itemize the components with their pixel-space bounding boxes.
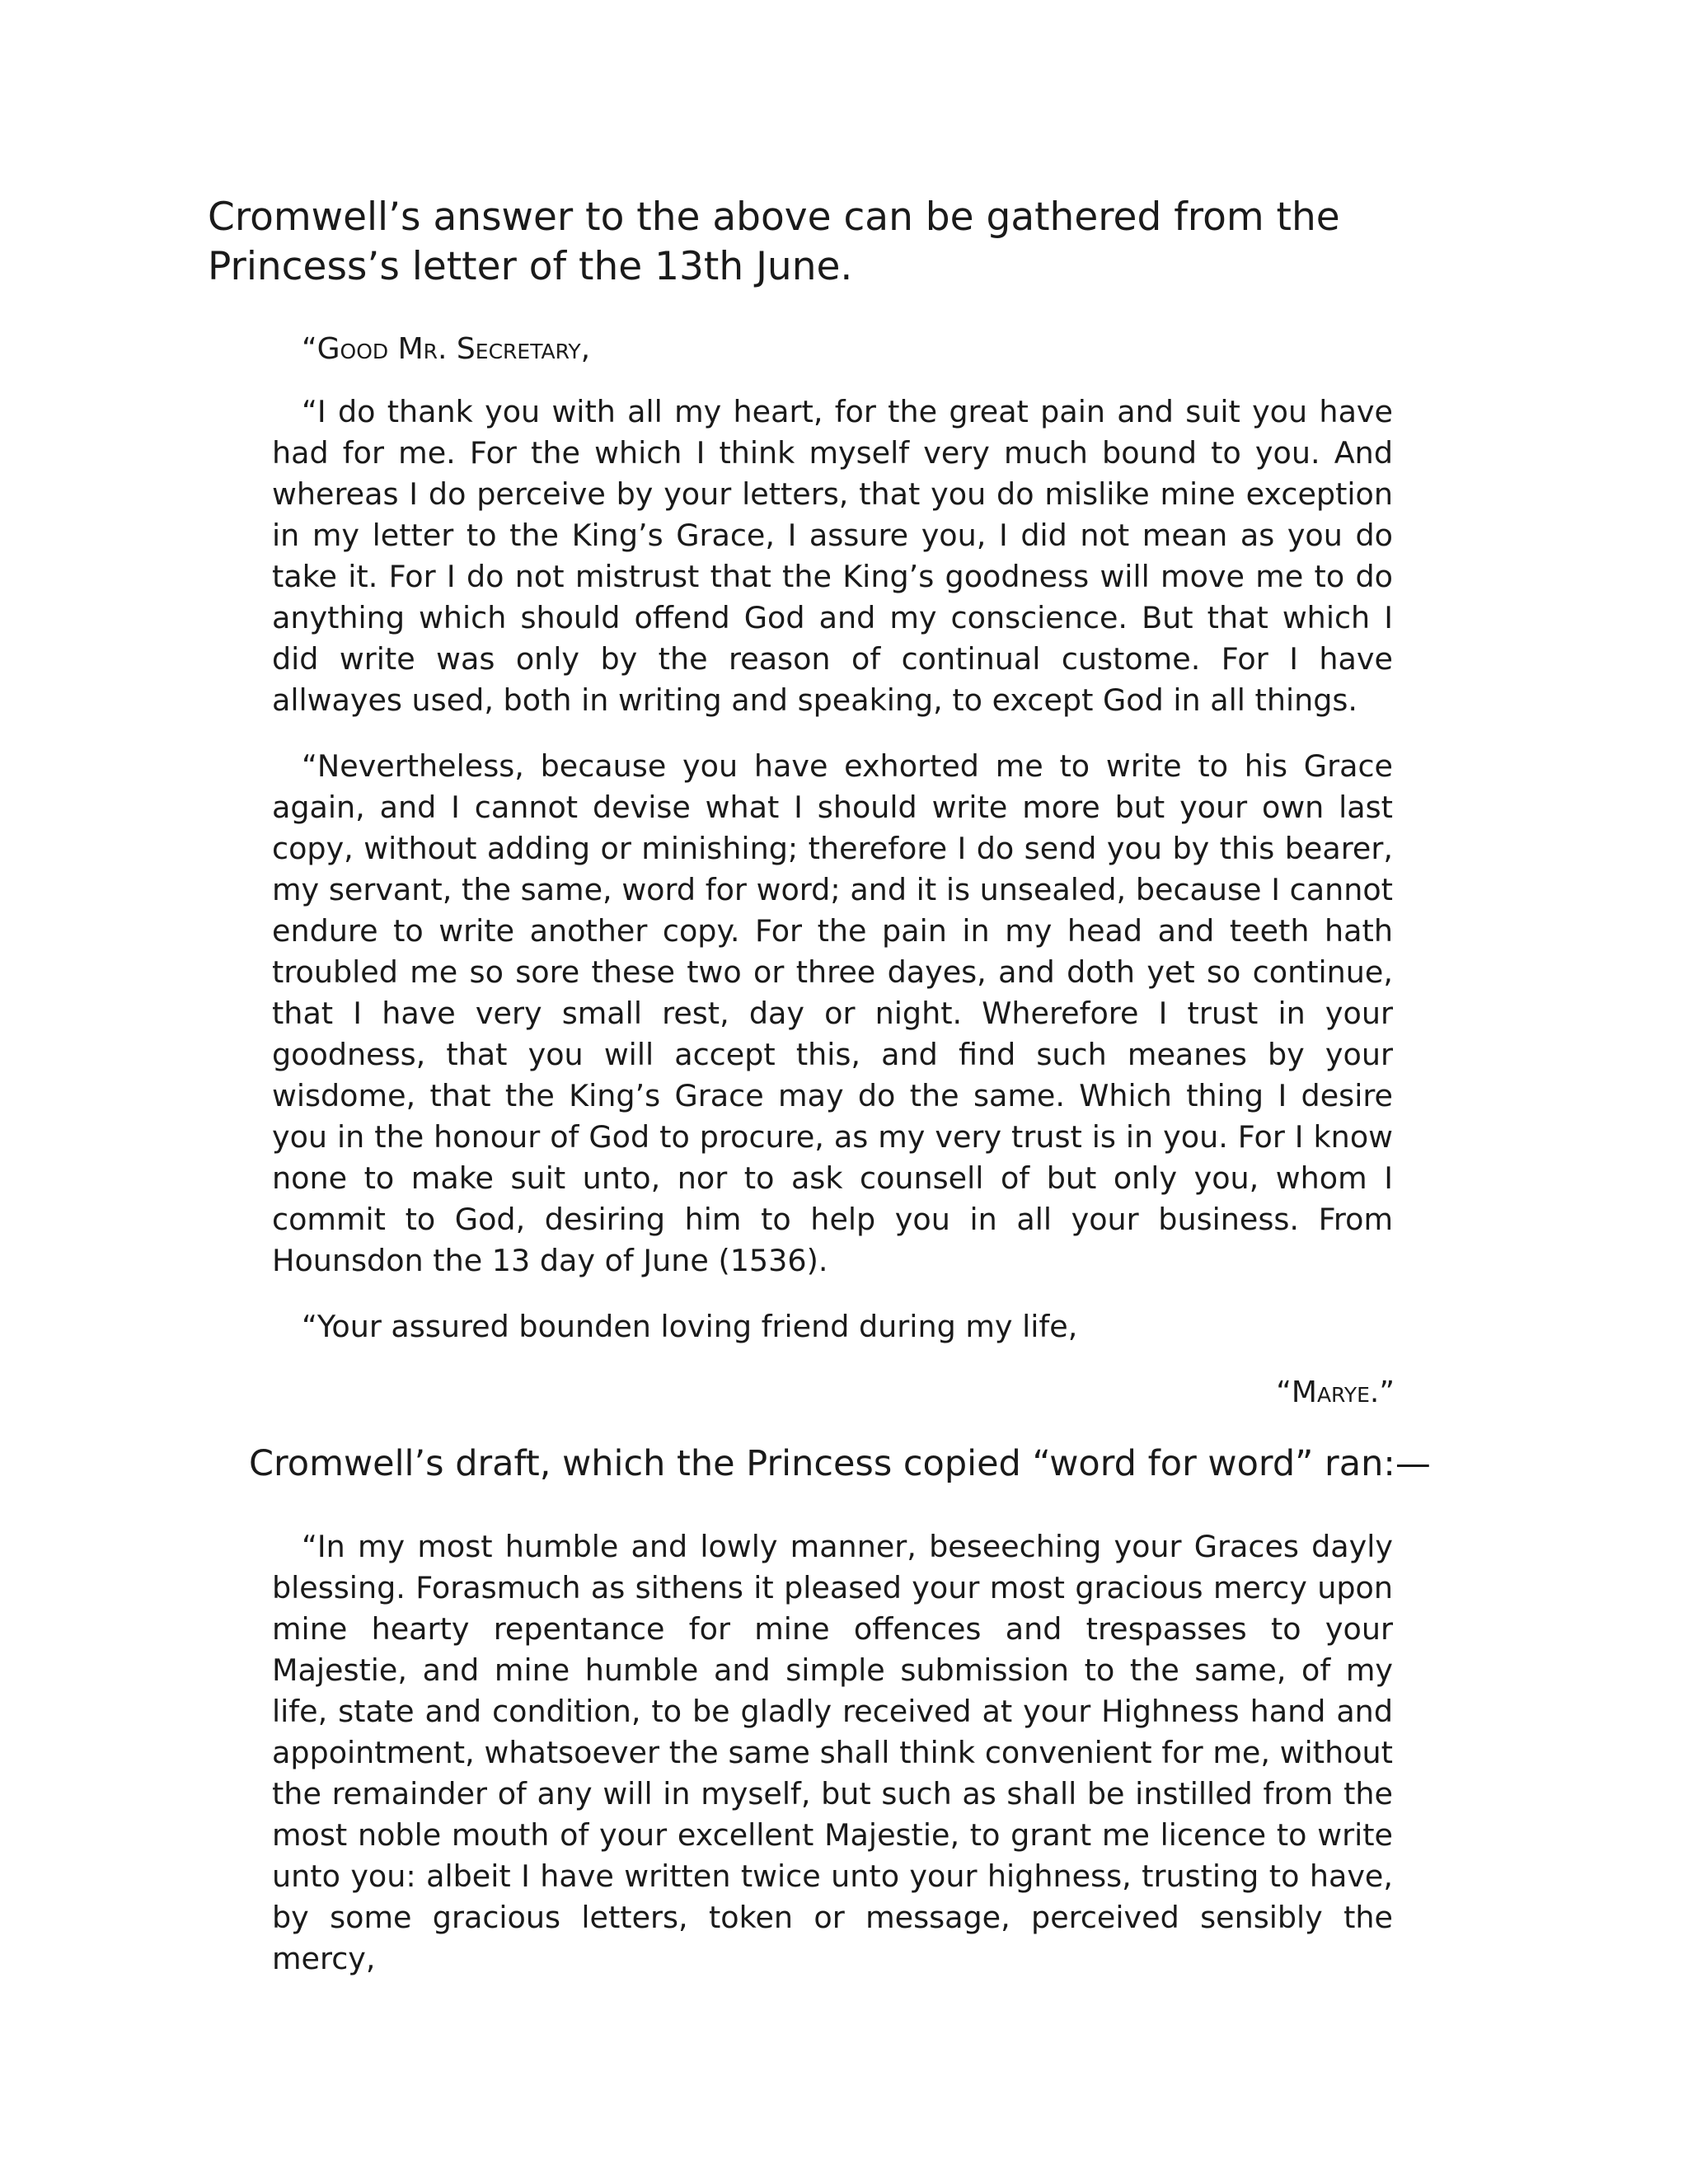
signature-name: Marye — [1291, 1376, 1370, 1409]
salutation-text: Good Mr. Secretary, — [316, 332, 591, 366]
draft-paragraph: “In my most humble and lowly manner, beseeching your Graces dayly blessing. Forasmuch as sithens it pleased your most gracious mercy upon mine hearty repentance for mine offences and trespasses to your Majestie, and mine humble and simple submission to the same, of my life, state and condition, to be gladly received at your Highness hand and appointment, whatsoever the same shall think convenient for me, without the remainder of any will in myself, but such as shall be instilled from the most noble mouth of your excellent Majestie, to grant me licence to write unto you: albeit I have written twice unto your highness, trusting to have, by some gracious letters, token or message, perceived sensibly the mercy, — [272, 1529, 1393, 1976]
signature-close-quote: .” — [1369, 1376, 1395, 1409]
letter-salutation — [302, 330, 590, 369]
letter-signature — [1236, 1372, 1395, 1413]
letter-closing: “Your assured bounden loving friend during my life, — [302, 1309, 1078, 1344]
intro-paragraph: Cromwell’s answer to the above can be gathered from the Princess’s letter of the 13th June. — [208, 194, 1340, 289]
salutation-open-quote: “ — [302, 332, 317, 366]
letter-paragraph-2: “Nevertheless, because you have exhorted me to write to his Grace again, and I cannot devise what I should write more but your own last copy, without adding or minishing; therefore I do send you by this bearer, my servant, the same, word for word; and it is unsealed, because I cannot endure to write another copy. For the pain in my head and teeth hath troubled me so sore these two or three dayes, and doth yet so continue, that I have very small rest, day or night. Wherefore I trust in your goodness, that you will accept this, and find such meanes by your wisdome, that the King’s Grace may do the same. Which thing I desire you in the honour of God to procure, as my very trust is in you. For I know none to make suit unto, nor to ask counsell of but only you, whom I commit to God, desiring him to help you in all your business. From Hounsdon the 13 day of June (1536). — [272, 748, 1393, 1278]
signature-open-quote: “ — [1276, 1376, 1292, 1409]
letter-paragraph-1: “I do thank you with all my heart, for the great pain and suit you have had for me. For the which I think myself very much bound to you. And whereas I do perceive by your letters, that you do mislike mine exception in my letter to the King’s Grace, I assure you, I did not mean as you do take it. For I do not mistrust that the King’s goodness will move me to do anything which should offend God and my conscience. But that which I did write was only by the reason of continual custome. For I have allwayes used, both in writing and speaking, to except God in all things. — [272, 394, 1393, 718]
draft-heading: Cromwell’s draft, which the Princess copied “word for word” ran:— — [249, 1443, 1431, 1484]
